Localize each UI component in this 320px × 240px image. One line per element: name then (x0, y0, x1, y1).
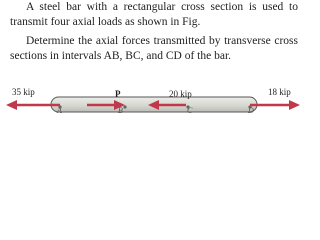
p-load-label: P (115, 89, 121, 99)
middle-load-label: 20 kip (169, 89, 192, 99)
question-paragraph: Determine the axial forces transmitted by transverse cross sections in intervals AB, BC, and CD of the bar. (10, 35, 298, 62)
bar-loading-figure (0, 80, 306, 134)
point-c-label: C (187, 106, 193, 115)
point-a-label: A (57, 106, 62, 115)
left-load-label: 35 kip (12, 87, 35, 97)
point-b-label: B (118, 106, 123, 115)
point-b-marker (123, 105, 126, 108)
point-d-label: D (248, 106, 254, 115)
right-load-arrow (250, 100, 300, 110)
problem-statement-paragraph: A steel bar with a rectangular cross section is used to transmit four axial loads as shown in Fig. (10, 1, 298, 28)
right-load-label: 18 kip (268, 87, 291, 97)
